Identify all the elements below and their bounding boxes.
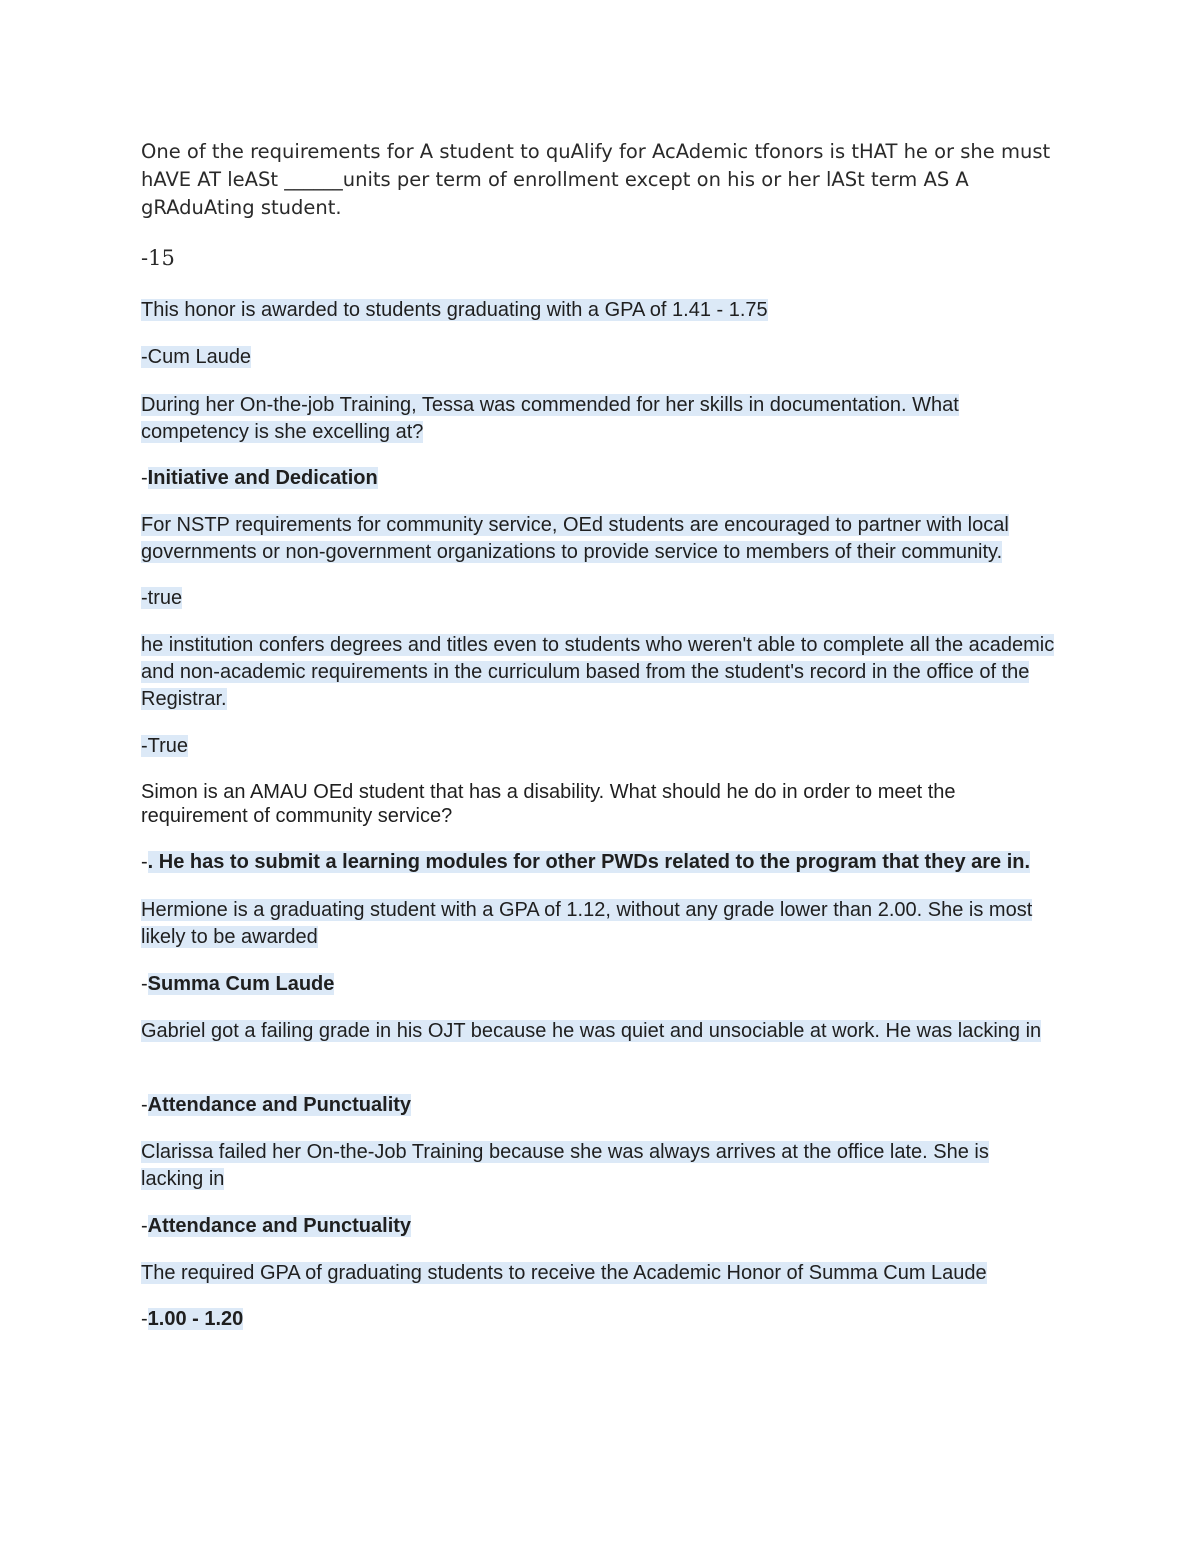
question-8-text: Gabriel got a failing grade in his OJT because he was quiet and unsociable at work. He was lacking in [141, 1020, 1042, 1042]
answer-5-text: -True [141, 735, 189, 757]
answer-6 [141, 849, 1141, 876]
answer-2 [141, 344, 251, 371]
answer-9 [141, 1213, 411, 1240]
question-5-text: he institution confers degrees and titles even to students who weren't able to complete all the academic and non-academic requirements in the curriculum based from the student's record in the office of the Registrar. [141, 634, 1055, 710]
question-3 [141, 392, 1021, 446]
question-9-text: Clarissa failed her On-the-Job Training because she was always arrives at the office late. She is lacking in [141, 1141, 989, 1190]
answer-3-text: Initiative and Dedication [147, 467, 378, 489]
answer-7-text: Summa Cum Laude [147, 973, 335, 995]
answer-3 [141, 465, 378, 492]
question-2-text: This honor is awarded to students graduating with a GPA of 1.41 - 1.75 [141, 299, 768, 321]
question-1: One of the requirements for A student to quAlify for AcAdemic tfonors is tHAT he or she must hAVE AT leASt ______units per term of enrollment except on his or her lASt term AS A gRAduAting student. [141, 140, 1051, 219]
question-2 [141, 297, 1071, 324]
answer-8-prefix: - [141, 1094, 148, 1116]
answer-8 [141, 1092, 411, 1119]
answer-10 [141, 1306, 243, 1333]
answer-7-prefix: - [141, 973, 148, 995]
answer-4-text: -true [141, 587, 183, 609]
answer-7 [141, 971, 334, 998]
question-7 [141, 897, 1041, 951]
answer-9-prefix: - [141, 1215, 148, 1237]
answer-10-text: 1.00 - 1.20 [147, 1308, 244, 1330]
answer-5 [141, 733, 188, 760]
answer-9-text: Attendance and Punctuality [147, 1215, 412, 1237]
question-5 [141, 632, 1061, 713]
question-4 [141, 512, 1061, 566]
question-4-text: For NSTP requirements for community service, OEd students are encouraged to partner with local governments or non-government organizations to provide service to members of their community. [141, 514, 1009, 563]
question-3-text: During her On-the-job Training, Tessa was commended for her skills in documentation. What competency is she excelling at? [141, 394, 959, 443]
question-10-text: The required GPA of graduating students to receive the Academic Honor of Summa Cum Laude [141, 1262, 987, 1284]
answer-4 [141, 585, 182, 612]
answer-8-text: Attendance and Punctuality [147, 1094, 412, 1116]
question-7-text: Hermione is a graduating student with a GPA of 1.12, without any grade lower than 2.00. She is most likely to be awarded [141, 899, 1033, 948]
answer-3-prefix: - [141, 467, 148, 489]
question-8 [141, 1018, 1061, 1045]
question-10 [141, 1260, 1061, 1287]
answer-2-text: -Cum Laude [141, 346, 252, 368]
answer-6-text: . He has to submit a learning modules for other PWDs related to the program that they are in. [147, 851, 1031, 873]
question-6: Simon is an AMAU OEd student that has a disability. What should he do in order to meet the requirement of community service? [141, 781, 956, 827]
answer-10-prefix: - [141, 1308, 148, 1330]
question-9 [141, 1139, 1041, 1193]
answer-6-prefix: - [141, 851, 148, 873]
answer-1: -15 [141, 246, 175, 270]
